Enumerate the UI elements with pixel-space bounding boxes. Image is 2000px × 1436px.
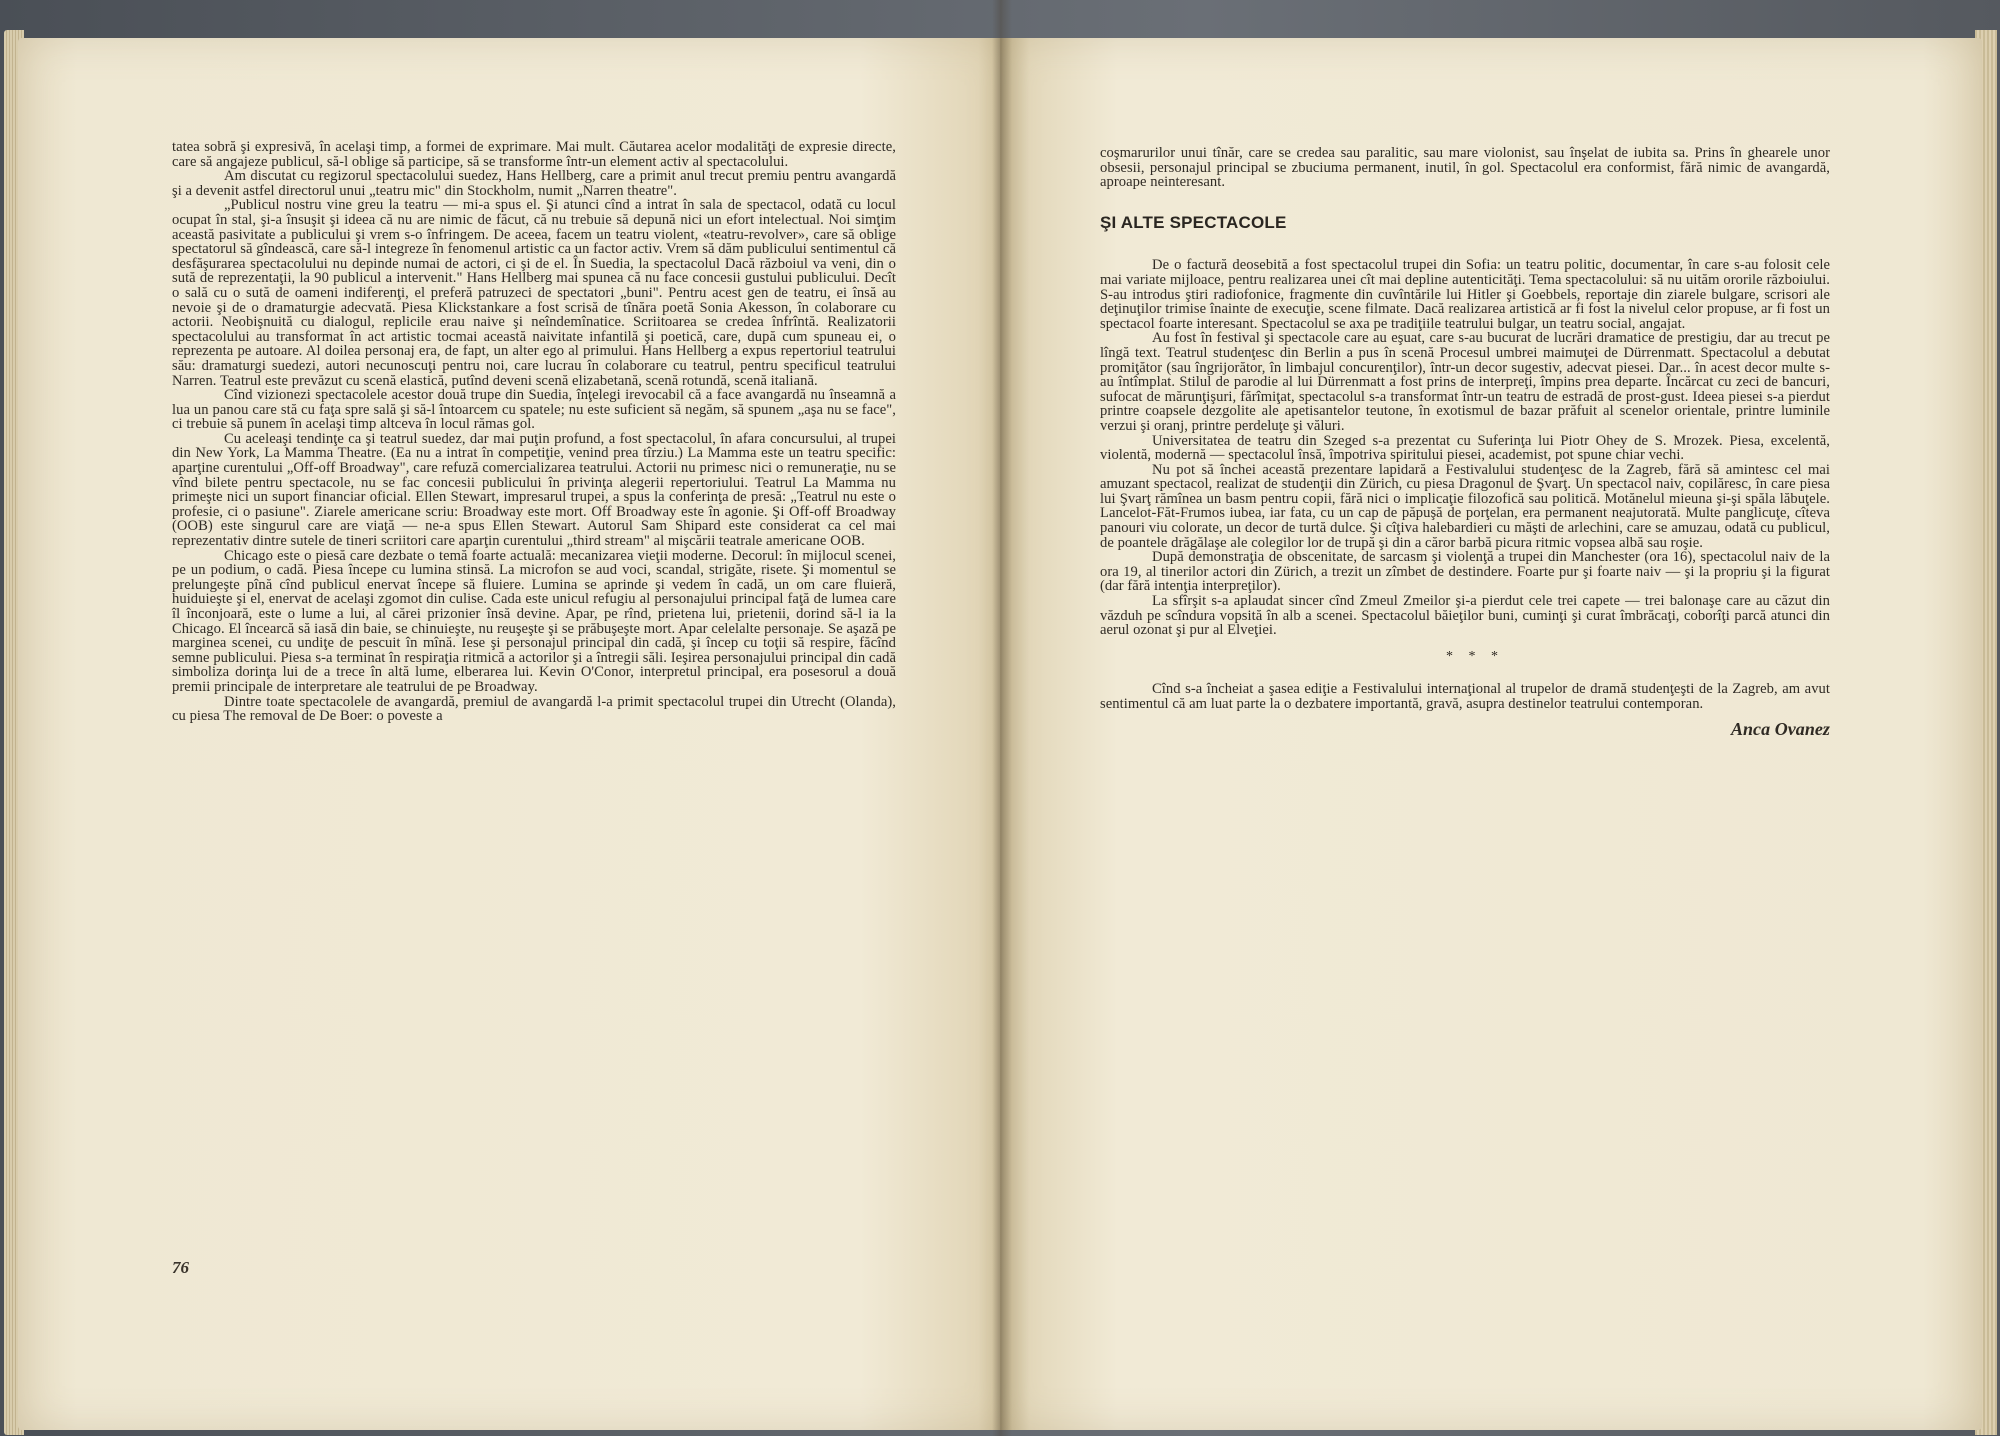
- section-heading: ŞI ALTE SPECTACOLE: [1100, 212, 1287, 232]
- paragraph: Au fost în festival şi spectacole care au eşuat, care s-au bucurat de lucrări dramatice de prestigiu, dar au trecut pe lîngă text. Teatrul studenţesc din Berlin a pus în scenă Procesul umbrei maimuţei de Dürrenmatt. Spectacolul a debutat promiţător (sau îngrijorător, în limbajul concurenţilor), într-un decor sugestiv, adecvat piesei. Dar... în acest decor multe s-au întîmplat. Stilul de parodie al lui Dürrenmatt a fost prins de interpreţi, împins prea departe. Încărcat cu zeci de bancuri, sufocat de mărunţişuri, fărîmiţat, spectacolul s-a transformat într-un teatru de estradă de prost-gust. Ideea piesei s-a pierdut printre coapsele dezgolite ale apetisantelor teutone, în exotismul de bazar prăfuit al scenelor orientale, printre luminile verzui şi oranj, printre perdeluţe şi văluri.: [1100, 330, 1830, 434]
- paragraph: Dintre toate spectacolele de avangardă, premiul de avangardă l-a primit spectacolul trupei din Utrecht (Olanda), cu piesa The removal de De Boer: o poveste a: [172, 693, 896, 725]
- paragraph: De o factură deosebită a fost spectacolul trupei din Sofia: un teatru politic, documentar, în care s-au folosit cele mai variate mijloace, pentru realizarea unei cît mai depline autenticităţi. Tema spectacolului: să nu uităm ororile războiului. S-au introdus ştiri radiofonice, fragmente din cuvîntările lui Hitler şi Goebbels, reportaje din ziarele bulgare, scrisori ale deţinuţilor trimise înainte de execuţie, scene filmate. Dacă realizarea artistică ar fi fost la nivelul celor propuse, ar fi fost un spectacol foarte interesant. Spectacolul se axa pe tradiţiile teatrului bulgar, un teatru social, angajat.: [1100, 257, 1830, 332]
- right-page-text-column: [1100, 145, 1830, 739]
- intro-paragraph: coşmarurilor unui tînăr, care se credea sau paralitic, sau mare violonist, sau înşelat de iubita sa. Prins în ghearele unor obsesii, personajul principal se zbuciuma permanent, inutil, în gol. Spectacolul era conformist, fără nimic de avangardă, aproape neinteresant.: [1100, 145, 1830, 191]
- paragraph: Cu aceleaşi tendinţe ca şi teatrul suedez, dar mai puţin profund, a fost spectacolul, în afara concursului, al trupei din New York, La Mamma Theatre. (Ea nu a intrat în competiţie, venind prea tîrziu.) La Mamma este un teatru specific: aparţine curentului „Off-off Broadway", care refuză comercializarea teatrului. Actorii nu primesc nici o remuneraţie, nu se vînd bilete pentru spectacole, nu se fac concesii publicului în privinţa alegerii repertoriului. Teatrul La Mamma nu primeşte nici un suport financiar oficial. Ellen Stewart, impresarul trupei, a spus la conferinţa de presă: „Teatrul nu este o profesie, ci o pasiune". Ziarele americane scriu: Broadway este mort. Off Broadway este în agonie. Şi Off-off Broadway (OOB) este singurul care are viaţă — ne-a spus Ellen Stewart. Autorul Sam Shipard este considerat ca cel mai reprezentativ dintre sutele de tineri scriitori care aparţin curentului „third stream" al mişcării teatrale americane OOB.: [172, 430, 896, 550]
- section-separator: * * *: [1446, 648, 1504, 664]
- page-number: 76: [172, 1258, 189, 1277]
- left-page-text-column: [172, 140, 896, 724]
- paragraph: La sfîrşit s-a aplaudat sincer cînd Zmeul Zmeilor şi-a pierdut cele trei capete — trei balonaşe care au căzut din văzduh pe scîndura vopsită în alb a scenei. Spectacolul băieţilor buni, cuminţi şi curat îmbrăcaţi, coborîţi parcă atunci din aerul ozonat şi pur al Elveţiei.: [1100, 593, 1830, 639]
- paragraph: Universitatea de teatru din Szeged s-a prezentat cu Suferinţa lui Piotr Ohey de S. Mrozek. Piesa, excelentă, violentă, modernă — spectacolul însă, împotriva spiritului piesei, academist, pot spune chiar vechi.: [1100, 432, 1830, 464]
- paragraph: Nu pot să închei această prezentare lapidară a Festivalului studenţesc de la Zagreb, fără să amintesc cel mai amuzant spectacol, realizat de studenţii din Zürich, cu piesa Dragonul de Şvarţ. Un spectacol naiv, copilăresc, în care piesa lui Şvarţ rămînea un basm pentru copii, fără nici o implicaţie filozofică sau politică. Motănelul mieuna şi-şi spăla lăbuţele. Lancelot-Făt-Frumos iubea, iar fata, cu un cap de păpuşă de porţelan, era permanent neajutorată. Multe panglicuţe, cîteva panouri viu colorate, un decor de turtă dulce. Şi cîţiva halebardieri cu măşti de arlechini, care se amuzau, odată cu publicul, de poantele drăgălaşe ale colegilor lor de trupă şi din a căror barbă picura ritmic vopsea albă sau roşie.: [1100, 461, 1830, 551]
- paragraph: „Publicul nostru vine greu la teatru — mi-a spus el. Şi atunci cînd a intrat în sala de spectacol, odată cu locul ocupat în stal, şi-a însuşit şi ideea că nu are nimic de făcut, că nu trebuie să depună nici un efort intelectual. Noi simţim această pasivitate a publicului şi vrem s-o înfringem. De aceea, facem un teatru violent, «teatru-revolver», care să oblige spectatorul să gîndească, care să-l integreze în fenomenul artistic ca un factor activ. Vrem să dăm publicului sentimentul că desfăşurarea spectacolului nu depinde numai de actori, ci şi de el. În Suedia, la spectacolul Dacă războiul va veni, din o sută de reprezentaţii, la 90 publicul a intervenit." Hans Hellberg mai spunea că nu face concesii gustului publicului. Decît o sală cu o sută de oameni indiferenţi, el preferă patruzeci de spectatori „buni". Pentru acest gen de teatru, ei însă au nevoie şi de o dramaturgie adecvată. Piesa Klickstankare a fost scrisă de tînăra poetă Sonia Akesson, în colaborare cu actorii. Neobişnuită cu dialogul, replicile erau naive şi neîndemînatice. Scriitoarea se credea înfrîntă. Realizatorii spectacolului au transformat în act artistic tocmai această naivitate infantilă şi poetică, care, după cum spuneau ei, o reprezenta pe autoare. Al doilea personaj era, de fapt, un alter ego al primului. Hans Hellberg a expus repertoriul teatrului său: dramaturgi suedezi, autori necunoscuţi pentru noi, care lucrau în colaborare cu teatrul, pentru specificul teatrului Narren. Teatrul este prevăzut cu scenă elastică, putînd deveni scenă elizabetană, scenă rotundă, scenă italiană.: [172, 197, 896, 389]
- paragraph: Chicago este o piesă care dezbate o temă foarte actuală: mecanizarea vieţii moderne. Decorul: în mijlocul scenei, pe un podium, o cadă. Piesa începe cu lumina stinsă. La microfon se aud voci, scandal, strigăte, risete. Şi momentul se prelungeşte pînă cînd publicul enervat începe să fluiere. Lumina se aprinde şi vedem în cadă, un om care fluieră, huiduieşte şi el, enervat de acelaşi zgomot din culise. Cada este unicul refugiu al personajului principal faţă de lumea care îl înconjoară, este o lume a lui, al cărei prizonier însă devine. Apar, pe rînd, prietena lui, prietenii, dorind să-l ia la Chicago. El încearcă să iasă din baie, se chinuieşte, nu reuşeşte şi se prăbuşeşte mort. Apar celelalte personaje. Se aşază pe marginea scenei, cu undiţe de pescuit în mînă. Iese şi personajul principal din cadă, şi încep cu toţii să respire, făcînd semne publicului. Piesa s-a terminat în respiraţia ritmică a actorilor şi a întregii săli. Ieşirea personajului principal din cadă simboliza dorinţa lui de a trece în altă lume, elberarea lui. Kevin O'Conor, interpretul principal, era posesorul a două premii principale de interpretare ale teatrului de pe Broadway.: [172, 547, 896, 695]
- book-gutter: [992, 0, 1012, 1436]
- paragraph: Am discutat cu regizorul spectacolului suedez, Hans Hellberg, care a primit anul trecut premiu pentru avangardă şi a devenit astfel directorul unui „teatru mic" din Stockholm, numit „Narren theatre".: [172, 168, 896, 199]
- closing-paragraph: Cînd s-a încheiat a şasea ediţie a Festivalului internaţional al trupelor de dramă studenţeşti de la Zagreb, am avut sentimentul că am luat parte la o dezbatere importantă, gravă, asupra destinelor teatrului contemporan.: [1100, 681, 1830, 712]
- author-signature: Anca Ovanez: [1730, 718, 1830, 739]
- paragraph: Cînd vizionezi spectacolele acestor două trupe din Suedia, înţelegi irevocabil că a face avangardă nu înseamnă a lua un panou care stă cu faţa spre sală şi să-l întoarcem cu spatele; nu este suficient să negăm, să spunem „aşa nu se face", ci trebuie să punem în acelaşi timp altceva în locul rămas gol.: [172, 387, 896, 433]
- paragraph: După demonstraţia de obscenitate, de sarcasm şi violenţă a trupei din Manchester (ora 16), spectacolul naiv de la ora 19, al tinerilor actori din Zürich, a trezit un zîmbet de destindere. Foarte pur şi foarte naiv — şi la propriu şi la figurat (dar fără intenţia interpreţilor).: [1100, 549, 1830, 595]
- paragraph: tatea sobră şi expresivă, în acelaşi timp, a formei de exprimare. Mai mult. Căutarea acelor modalităţi de expresie directe, care să angajeze publicul, să-l oblige să participe, să se transforme într-un element activ al spectacolului.: [172, 139, 896, 170]
